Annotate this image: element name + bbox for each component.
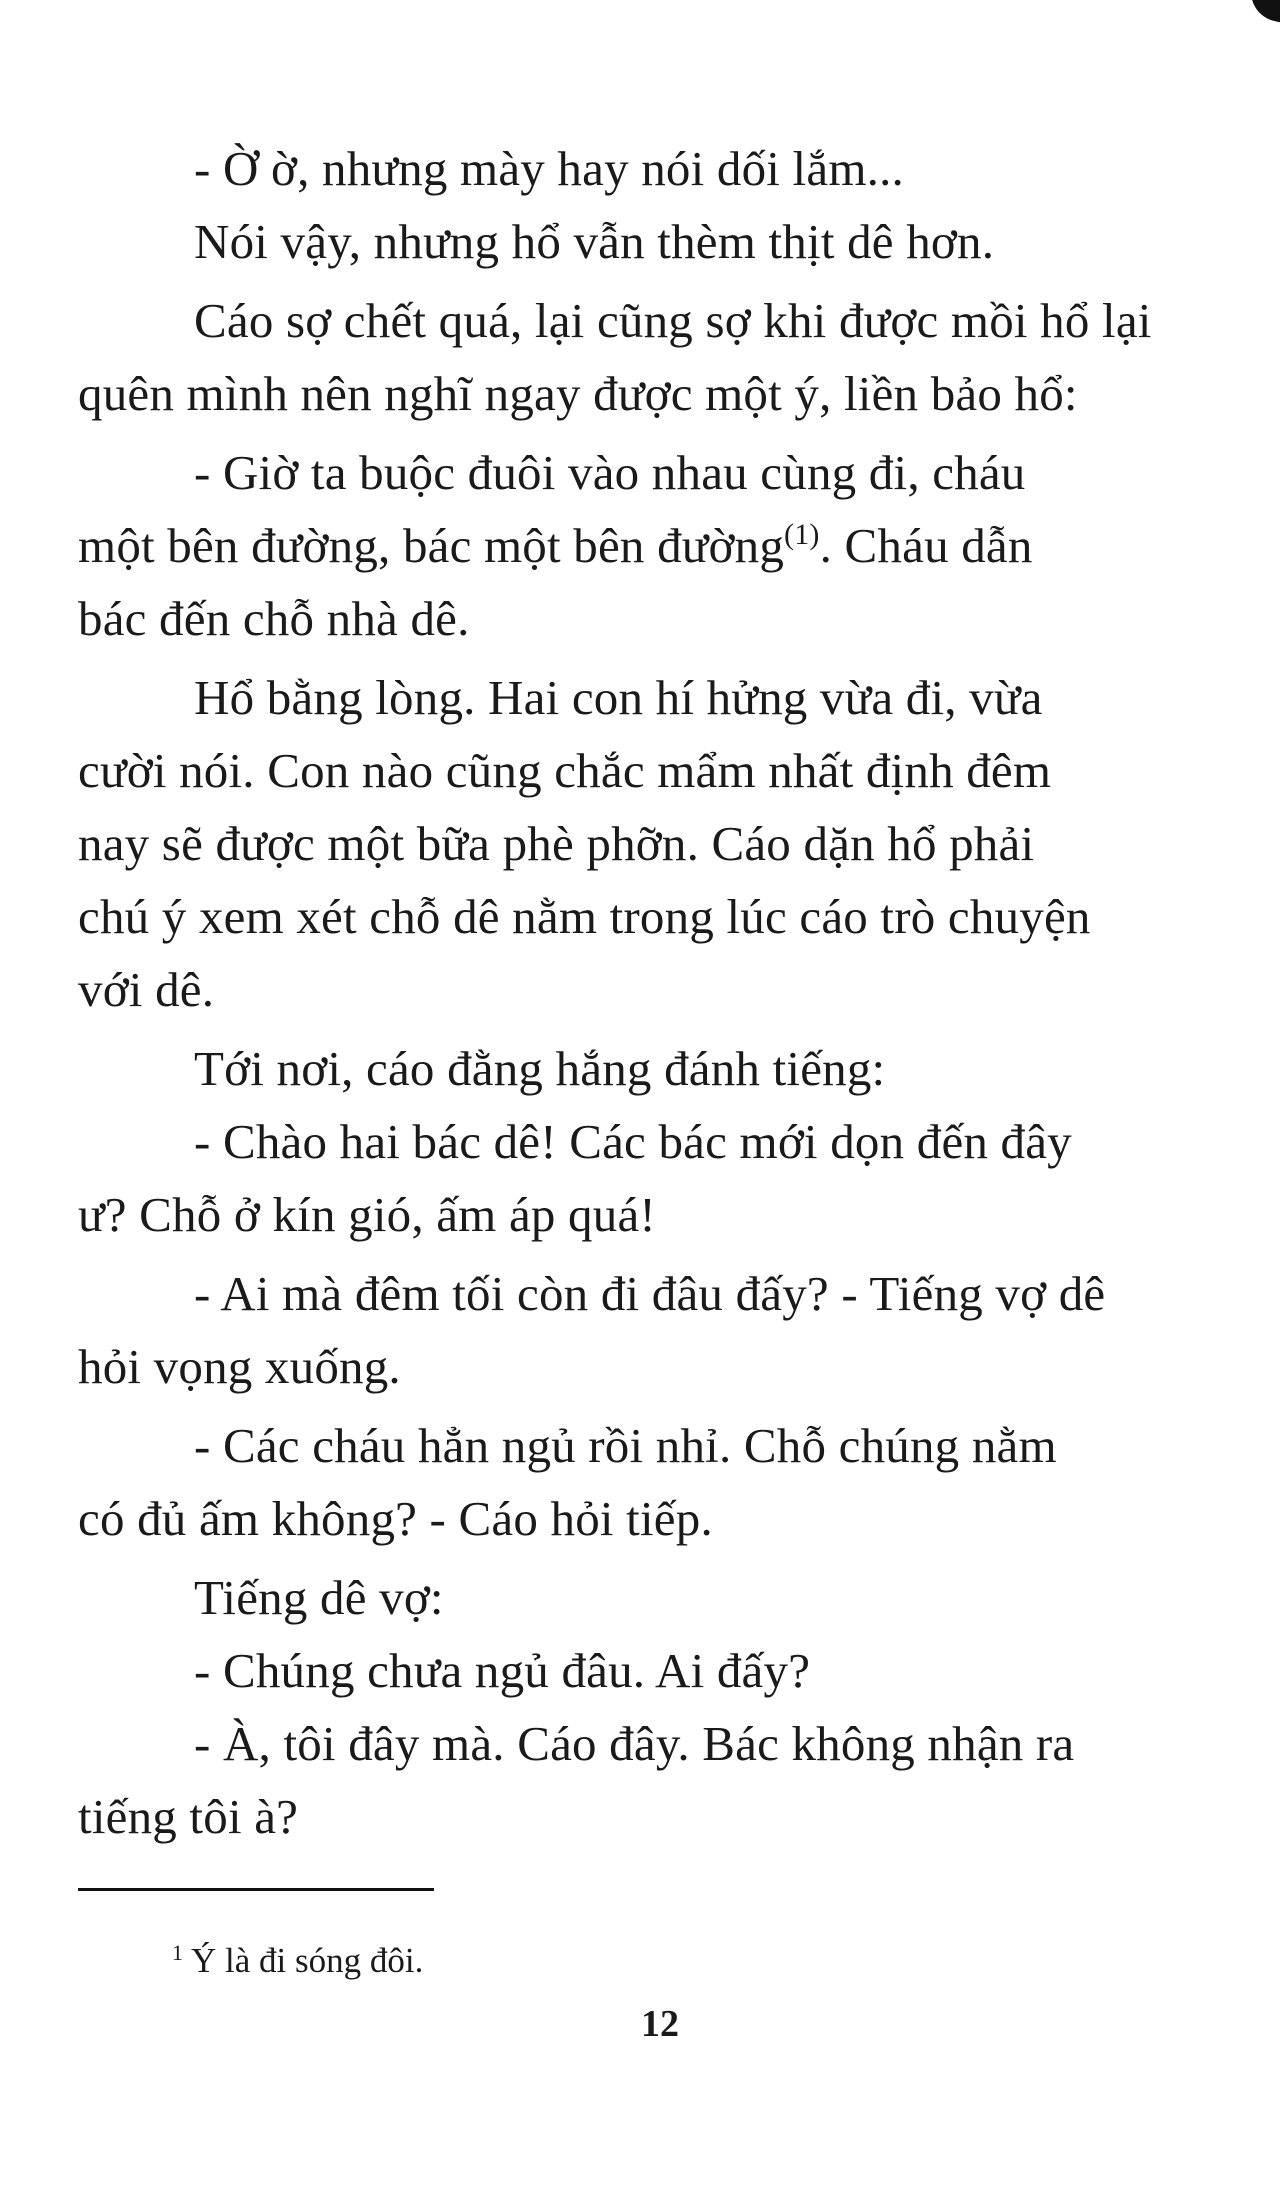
text-line: cười nói. Con nào cũng chắc mẩm nhất định đêm xyxy=(78,743,1052,798)
text-line: Tiếng dê vợ: xyxy=(194,1570,444,1625)
text-fragment: . Cháu dẫn xyxy=(819,518,1033,573)
footnote-number: 1 xyxy=(172,1940,183,1965)
footnote-text: Ý là đi sóng đôi. xyxy=(191,1941,424,1980)
page-body xyxy=(78,132,1242,1853)
text-fragment: một bên đường, bác một bên đường xyxy=(78,518,785,573)
text-line: Hổ bằng lòng. Hai con hí hửng vừa đi, vừa xyxy=(194,670,1043,725)
page-number: 12 xyxy=(641,2003,679,2045)
text-line: với dê. xyxy=(78,962,215,1017)
text-line: ư? Chỗ ở kín gió, ấm áp quá! xyxy=(78,1187,656,1242)
text-line: có đủ ấm không? - Cáo hỏi tiếp. xyxy=(78,1491,713,1546)
text-line: Cáo sợ chết quá, lại cũng sợ khi được mồi hổ lại xyxy=(194,293,1152,348)
text-line: Nói vậy, nhưng hổ vẫn thèm thịt dê hơn. xyxy=(194,214,995,269)
text-line: nay sẽ được một bữa phè phỡn. Cáo dặn hổ phải xyxy=(78,816,1035,871)
text-line: - Ai mà đêm tối còn đi đâu đấy? - Tiếng vợ dê xyxy=(194,1266,1106,1321)
text-line: - Giờ ta buộc đuôi vào nhau cùng đi, cháu xyxy=(194,445,1026,500)
text-line: chú ý xem xét chỗ dê nằm trong lúc cáo trò chuyện xyxy=(78,889,1091,944)
text-line: Tới nơi, cáo đằng hắng đánh tiếng: xyxy=(194,1041,886,1096)
text-line: - Các cháu hẳn ngủ rồi nhỉ. Chỗ chúng nằm xyxy=(194,1418,1057,1473)
text-line: hỏi vọng xuống. xyxy=(78,1339,401,1394)
text-line: tiếng tôi à? xyxy=(78,1789,299,1844)
page-corner-mark xyxy=(1245,0,1280,24)
footnote-divider xyxy=(78,1888,434,1891)
text-line: - Chúng chưa ngủ đâu. Ai đấy? xyxy=(194,1643,811,1698)
text-line: - Chào hai bác dê! Các bác mới dọn đến đây xyxy=(194,1114,1072,1169)
footnote-reference: (1) xyxy=(784,518,820,551)
text-line: - À, tôi đây mà. Cáo đây. Bác không nhận ra xyxy=(194,1716,1075,1771)
text-line: quên mình nên nghĩ ngay được một ý, liền bảo hổ: xyxy=(78,366,1078,421)
text-line: - Ờ ờ, nhưng mày hay nói dối lắm... xyxy=(194,141,904,196)
text-line: bác đến chỗ nhà dê. xyxy=(78,591,470,646)
text-line xyxy=(78,509,1242,582)
footnote xyxy=(172,1938,423,1984)
